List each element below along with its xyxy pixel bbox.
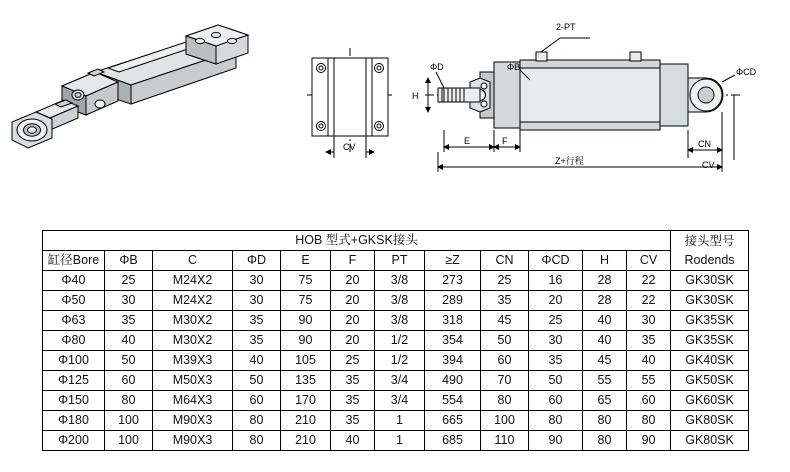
cell-phib: 100 <box>105 431 153 451</box>
flange-end-view <box>307 48 392 158</box>
cell-e: 210 <box>281 411 331 431</box>
cell-bore: Φ200 <box>43 431 105 451</box>
cell-cv: 60 <box>627 391 671 411</box>
cell-phicd: 20 <box>529 291 583 311</box>
cell-h: 40 <box>583 331 627 351</box>
rodends-header-line1: 接头型号 <box>684 233 735 248</box>
cell-phib: 80 <box>105 391 153 411</box>
label-phi-cd: ΦCD <box>736 67 757 77</box>
cell-f: 35 <box>331 371 375 391</box>
cell-rodend: GK30SK <box>671 271 749 291</box>
cell-phid: 35 <box>233 311 281 331</box>
cell-e: 75 <box>281 291 331 311</box>
cell-phid: 40 <box>233 351 281 371</box>
cell-h: 55 <box>583 371 627 391</box>
cell-c: M24X2 <box>153 291 233 311</box>
label-phi-d: ΦD <box>430 62 444 72</box>
cell-phicd: 16 <box>529 271 583 291</box>
cell-f: 20 <box>331 271 375 291</box>
label-e: E <box>464 136 471 146</box>
col-header-cv: CV <box>627 251 671 271</box>
cell-bore: Φ125 <box>43 371 105 391</box>
cell-cv: 35 <box>627 331 671 351</box>
cell-c: M30X2 <box>153 331 233 351</box>
cell-pt: 3/8 <box>375 291 425 311</box>
cell-h: 28 <box>583 291 627 311</box>
cell-f: 20 <box>331 331 375 351</box>
cell-bore: Φ180 <box>43 411 105 431</box>
rodends-header-line2: Rodends <box>684 252 735 267</box>
cell-e: 170 <box>281 391 331 411</box>
cell-bore: Φ63 <box>43 311 105 331</box>
table-title-row <box>43 231 749 251</box>
cell-cv: 30 <box>627 311 671 331</box>
cell-e: 90 <box>281 311 331 331</box>
cell-rodend: GK40SK <box>671 351 749 371</box>
label-z-stroke: Z+行程 <box>555 156 584 166</box>
col-header-e: E <box>281 251 331 271</box>
cell-phicd: 25 <box>529 311 583 331</box>
spec-table-container <box>42 230 748 451</box>
cell-z: 554 <box>425 391 481 411</box>
cell-phib: 100 <box>105 411 153 431</box>
cell-h: 28 <box>583 271 627 291</box>
cell-rodend: GK60SK <box>671 391 749 411</box>
rodends-header <box>671 231 749 271</box>
col-header-z: ≥Z <box>425 251 481 271</box>
label-cv-left: CV <box>343 142 356 152</box>
table-row <box>43 291 749 311</box>
table-row <box>43 271 749 291</box>
col-header-f: F <box>331 251 375 271</box>
cell-bore: Φ50 <box>43 291 105 311</box>
cell-phib: 30 <box>105 291 153 311</box>
cell-phicd: 60 <box>529 391 583 411</box>
cell-c: M24X2 <box>153 271 233 291</box>
cell-phicd: 90 <box>529 431 583 451</box>
cell-pt: 1/2 <box>375 331 425 351</box>
cell-cn: 50 <box>481 331 529 351</box>
cell-c: M64X3 <box>153 391 233 411</box>
table-row <box>43 351 749 371</box>
col-header-bore: 缸径Bore <box>43 251 105 271</box>
cell-e: 135 <box>281 371 331 391</box>
spec-table <box>42 230 749 451</box>
label-phi-b: ΦB <box>507 62 521 72</box>
cell-phicd: 50 <box>529 371 583 391</box>
label-h: H <box>412 91 419 101</box>
cell-cn: 100 <box>481 411 529 431</box>
label-cv-right: CV <box>702 160 715 170</box>
col-header-phicd: ΦCD <box>529 251 583 271</box>
cell-pt: 1 <box>375 431 425 451</box>
cell-phid: 80 <box>233 431 281 451</box>
table-row <box>43 431 749 451</box>
table-body <box>43 271 749 451</box>
cell-phib: 25 <box>105 271 153 291</box>
cell-z: 665 <box>425 411 481 431</box>
cell-phib: 35 <box>105 311 153 331</box>
cell-pt: 3/8 <box>375 311 425 331</box>
cell-c: M50X3 <box>153 371 233 391</box>
label-2-pt: 2-PT <box>556 22 576 32</box>
cell-phib: 60 <box>105 371 153 391</box>
col-header-phib: ΦB <box>105 251 153 271</box>
table-row <box>43 371 749 391</box>
cell-z: 394 <box>425 351 481 371</box>
table-title: HOB 型式+GKSK接头 <box>43 231 671 251</box>
cell-pt: 3/4 <box>375 371 425 391</box>
cell-z: 685 <box>425 431 481 451</box>
cell-rodend: GK30SK <box>671 291 749 311</box>
cell-phid: 30 <box>233 271 281 291</box>
cell-cv: 80 <box>627 411 671 431</box>
col-header-phid: ΦD <box>233 251 281 271</box>
cell-cn: 80 <box>481 391 529 411</box>
cell-phid: 80 <box>233 411 281 431</box>
cell-z: 273 <box>425 271 481 291</box>
diagram-area <box>0 0 790 205</box>
cell-bore: Φ150 <box>43 391 105 411</box>
section-view-drawing <box>412 22 757 172</box>
cell-cn: 110 <box>481 431 529 451</box>
cell-e: 90 <box>281 331 331 351</box>
cell-phicd: 35 <box>529 351 583 371</box>
cell-cn: 70 <box>481 371 529 391</box>
cell-f: 25 <box>331 351 375 371</box>
table-row <box>43 391 749 411</box>
cell-phib: 50 <box>105 351 153 371</box>
cell-h: 80 <box>583 431 627 451</box>
cell-f: 35 <box>331 391 375 411</box>
cell-rodend: GK35SK <box>671 311 749 331</box>
cell-e: 210 <box>281 431 331 451</box>
cell-cn: 25 <box>481 271 529 291</box>
table-row <box>43 411 749 431</box>
cell-cv: 55 <box>627 371 671 391</box>
cell-cn: 35 <box>481 291 529 311</box>
cell-h: 45 <box>583 351 627 371</box>
cell-f: 20 <box>331 291 375 311</box>
cell-z: 289 <box>425 291 481 311</box>
cell-cv: 90 <box>627 431 671 451</box>
cell-cv: 22 <box>627 271 671 291</box>
cell-phicd: 30 <box>529 331 583 351</box>
cell-bore: Φ40 <box>43 271 105 291</box>
cell-cv: 40 <box>627 351 671 371</box>
cell-e: 75 <box>281 271 331 291</box>
cell-phid: 30 <box>233 291 281 311</box>
cell-pt: 3/8 <box>375 271 425 291</box>
cell-bore: Φ100 <box>43 351 105 371</box>
col-header-h: H <box>583 251 627 271</box>
cell-pt: 1 <box>375 411 425 431</box>
cell-phib: 40 <box>105 331 153 351</box>
label-cn: CN <box>698 139 711 149</box>
label-f: F <box>502 136 508 146</box>
col-header-pt: PT <box>375 251 425 271</box>
isometric-cylinder-drawing <box>12 25 248 148</box>
cell-pt: 3/4 <box>375 391 425 411</box>
cell-c: M39X3 <box>153 351 233 371</box>
cell-c: M90X3 <box>153 411 233 431</box>
col-header-c: C <box>153 251 233 271</box>
cell-z: 354 <box>425 331 481 351</box>
cell-h: 65 <box>583 391 627 411</box>
cell-rodend: GK80SK <box>671 431 749 451</box>
cell-cn: 60 <box>481 351 529 371</box>
cell-cn: 45 <box>481 311 529 331</box>
cell-f: 40 <box>331 431 375 451</box>
cell-cv: 22 <box>627 291 671 311</box>
cell-f: 35 <box>331 411 375 431</box>
cell-h: 40 <box>583 311 627 331</box>
cell-z: 490 <box>425 371 481 391</box>
cell-c: M90X3 <box>153 431 233 451</box>
cell-phicd: 80 <box>529 411 583 431</box>
cell-f: 20 <box>331 311 375 331</box>
cell-rodend: GK80SK <box>671 411 749 431</box>
cell-rodend: GK50SK <box>671 371 749 391</box>
table-header-row <box>43 251 749 271</box>
table-row <box>43 311 749 331</box>
cell-pt: 1/2 <box>375 351 425 371</box>
cell-z: 318 <box>425 311 481 331</box>
cell-phid: 50 <box>233 371 281 391</box>
cell-c: M30X2 <box>153 311 233 331</box>
cell-phid: 35 <box>233 331 281 351</box>
cell-phid: 60 <box>233 391 281 411</box>
cell-h: 80 <box>583 411 627 431</box>
table-row <box>43 331 749 351</box>
cell-bore: Φ80 <box>43 331 105 351</box>
col-header-cn: CN <box>481 251 529 271</box>
cell-e: 105 <box>281 351 331 371</box>
cell-rodend: GK35SK <box>671 331 749 351</box>
